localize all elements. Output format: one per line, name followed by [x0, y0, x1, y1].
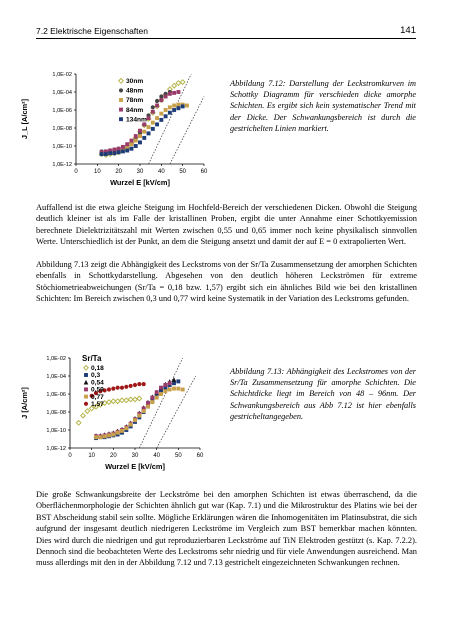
y-tick-label: 1,0E-02 — [52, 72, 72, 78]
data-point — [138, 129, 142, 133]
figure-7-12-caption: Abbildung 7.12: Darstellung der Leckstromkurven im Schottky Diagramm für verschieden dicke amorphe Schichten. Es ergibt sich kein systematischer Trend mit der Dicke. Der Schwankungsbereich ist durch die gestrichelten Linien markiert. — [230, 79, 416, 133]
data-point — [164, 108, 168, 112]
data-point — [117, 147, 121, 151]
data-point — [81, 413, 86, 418]
paragraph-3: Die große Schwankungsbreite der Leckströme bei den amorphen Schichten ist etwas überraschend, da die Oberflächenmorphologie der Schichten ähnlich gut war (Kap. 7.1) und die Mikrostruktur des Platins wie bei der BST Abscheidung stabil sein sollte. Mögliche Erklärungen wären die Inhomogenitäten im Platinsubstrat, die sich aufgrund der insgesamt deutlich niedrigeren Leckströme im Vergleich zum BST bemerkbar machen könnten. Dies wird durch die niedrigen und gut reproduzierbaren Leckströme auf TiN Elektroden gestützt (s. Kap. 7.2.2). Dennoch sind die beobachteten Werte des Leckstroms sehr niedrig und für viele Anwendungen ausreichend. Man muss allerdings mit den in der Abbildung 7.12 und 7.13 gestrichelt eingezeichneten Schwankungen rechnen. — [36, 490, 417, 568]
data-point — [172, 83, 177, 88]
x-tick-label: 40 — [157, 169, 165, 175]
data-point — [168, 381, 172, 385]
x-tick-label: 0 — [68, 453, 72, 459]
figure-7-13-caption: Abbildung 7.13: Abhängigkeit des Leckstromes von der Sr/Ta Zusammensetzung für amorphe Schichten. Die Schichtdicke liegt im Bereich von 48 – 96nm. Der Schwankungsbereich aus Abb 7.12 ist hier ebenfalls gestricheltangegeben. — [230, 367, 416, 421]
legend-marker — [84, 402, 88, 406]
dashed-band-line — [139, 358, 182, 448]
data-point — [120, 429, 124, 433]
data-point — [130, 139, 134, 143]
data-point — [124, 398, 129, 403]
data-point — [111, 387, 115, 391]
paragraph-2: Abbildung 7.13 zeigt die Abhängigkeit des Leckstroms von der Sr/Ta Zusammensetzung der amorphen Schichten ebenfalls in Schottkydarstellung. Abgesehen von den deutlich höheren Leckströmen für extreme Stöchiometrieabweichungen (Sr/Ta = 0,18 bzw. 1,57) ergibt sich ein ähnliches Bild wie bei den kristallinen Schichten: Im Bereich zwischen 0,3 und 0,77 wird keine Systematik in der Variation des Leckstroms gefunden. — [36, 260, 417, 304]
y-tick-label: 1,0E-08 — [46, 410, 66, 416]
data-point — [107, 387, 111, 391]
legend-marker — [119, 79, 124, 84]
legend-label: 0,54 — [91, 379, 104, 387]
data-point — [159, 98, 163, 102]
data-point — [112, 151, 116, 155]
data-point — [133, 397, 138, 402]
data-point — [125, 142, 129, 146]
legend-title: Sr/Ta — [82, 354, 102, 363]
data-point — [129, 384, 133, 388]
legend-label: 0,77 — [91, 393, 104, 401]
legend-label: 0,59 — [91, 386, 104, 394]
legend-label: 0,3 — [91, 372, 101, 380]
data-point — [155, 104, 159, 108]
data-point — [104, 152, 108, 156]
data-point — [147, 125, 151, 129]
data-point — [100, 152, 104, 156]
data-point — [151, 105, 155, 109]
data-point — [134, 139, 138, 143]
data-point — [168, 105, 172, 109]
data-point — [176, 106, 180, 110]
data-point — [151, 127, 155, 131]
legend-marker — [84, 373, 88, 377]
x-tick-label: 10 — [93, 169, 101, 175]
page-number: 141 — [400, 25, 416, 36]
data-point — [168, 92, 172, 96]
data-point — [133, 418, 137, 422]
data-point — [121, 145, 125, 149]
legend-label: 0,18 — [91, 365, 104, 372]
data-point — [142, 136, 146, 140]
data-point — [163, 389, 167, 393]
data-point — [137, 414, 141, 418]
data-point — [103, 434, 107, 438]
data-point — [168, 111, 172, 115]
data-point — [85, 409, 90, 414]
x-tick-label: 20 — [115, 169, 123, 175]
x-tick-label: 60 — [200, 169, 208, 175]
data-point — [147, 116, 151, 120]
data-point — [151, 110, 155, 114]
legend-marker — [84, 395, 88, 399]
legend-label: 134nm — [126, 116, 147, 124]
data-point — [124, 426, 128, 430]
data-point — [150, 400, 154, 404]
y-tick-label: 1,0E-06 — [52, 108, 72, 114]
x-tick-label: 30 — [136, 169, 144, 175]
data-point — [134, 134, 138, 138]
data-point — [76, 421, 81, 426]
x-tick-label: 10 — [88, 453, 96, 459]
data-point — [108, 151, 112, 155]
data-point — [94, 435, 98, 439]
x-tick-label: 20 — [109, 453, 117, 459]
y-axis-label: J [A/cm²] — [20, 387, 29, 419]
data-point — [134, 144, 138, 148]
y-tick-label: 1,0E-04 — [52, 90, 72, 96]
data-point — [116, 431, 120, 435]
data-point — [124, 385, 128, 389]
section-title: 7.2 Elektrische Eigenschaften — [36, 26, 148, 36]
data-point — [181, 388, 185, 392]
x-tick-label: 60 — [196, 453, 204, 459]
data-point — [159, 118, 163, 122]
data-point — [147, 131, 151, 135]
data-point — [130, 147, 134, 151]
data-point — [120, 386, 124, 390]
legend-label: 48nm — [126, 87, 144, 95]
data-point — [117, 150, 121, 154]
data-point — [159, 94, 163, 98]
series-0,3 — [94, 379, 180, 440]
legend-marker — [119, 88, 123, 92]
y-axis-label: J_L [A/cm²] — [20, 98, 29, 140]
data-point — [159, 112, 163, 116]
data-point — [176, 387, 180, 391]
legend-label: 1,57 — [91, 401, 104, 408]
data-point — [164, 114, 168, 118]
y-tick-label: 1,0E-10 — [46, 428, 66, 434]
data-point — [185, 104, 189, 108]
y-tick-label: 1,0E-12 — [46, 446, 66, 452]
data-point — [137, 396, 142, 401]
y-tick-label: 1,0E-02 — [46, 356, 66, 362]
data-point — [107, 400, 112, 405]
data-point — [130, 142, 134, 146]
legend-label: 84nm — [126, 106, 144, 114]
x-tick-label: 50 — [179, 169, 187, 175]
data-point — [111, 433, 115, 437]
y-tick-label: 1,0E-10 — [52, 144, 72, 150]
data-point — [180, 80, 185, 85]
figure-7-12-chart — [18, 62, 228, 194]
x-axis-label: Wurzel E [kV/cm] — [110, 178, 170, 187]
legend-label: 78nm — [126, 97, 144, 105]
series-0,18 — [76, 393, 141, 425]
data-point — [176, 103, 180, 107]
data-point — [129, 423, 133, 427]
data-point — [142, 130, 146, 134]
x-tick-label: 40 — [153, 453, 161, 459]
data-point — [172, 108, 176, 112]
data-point — [159, 386, 163, 390]
data-point — [98, 435, 102, 439]
x-tick-label: 30 — [131, 453, 139, 459]
data-point — [125, 149, 129, 153]
data-point — [168, 388, 172, 392]
data-point — [159, 392, 163, 396]
data-point — [142, 382, 146, 386]
data-point — [176, 90, 180, 94]
data-point — [146, 401, 150, 405]
data-point — [172, 387, 176, 391]
data-point — [176, 81, 181, 86]
data-point — [172, 104, 176, 108]
data-point — [107, 433, 111, 437]
legend-marker — [84, 366, 89, 371]
data-point — [112, 148, 116, 152]
x-axis-label: Wurzel E [kV/cm] — [105, 462, 165, 471]
figure-7-13-chart — [18, 344, 228, 480]
x-tick-label: 50 — [174, 453, 182, 459]
data-point — [151, 121, 155, 125]
x-tick-label: 0 — [74, 169, 78, 175]
legend-label: 30nm — [126, 78, 144, 85]
data-point — [116, 386, 120, 390]
data-point — [142, 409, 146, 413]
y-tick-label: 1,0E-04 — [46, 374, 66, 380]
data-point — [146, 405, 150, 409]
data-point — [181, 104, 185, 108]
data-point — [138, 140, 142, 144]
data-point — [164, 95, 168, 99]
data-point — [155, 116, 159, 120]
paragraph-1: Auffallend ist die etwa gleiche Steigung im Hochfeld-Bereich der verschiedenen Dicken. Obwohl die Steigung deutlich kleiner ist als im Falle der kristallinen Proben, ergibt die unter Annahme einer Schottkyemission berechnete Dielektrizitätszahl mit Werten zwischen 0,55 und 0,65 immer noch keine physikalisch sinnvollen Werte. Unterschiedlich ist der Punkt, an dem die Steigung ansetzt und damit der auf E = 0 extrapolierten Wert. — [36, 203, 417, 247]
data-point — [155, 390, 159, 394]
data-point — [115, 399, 120, 404]
y-tick-label: 1,0E-12 — [52, 162, 72, 168]
data-point — [121, 149, 125, 153]
data-point — [133, 383, 137, 387]
legend-marker — [84, 380, 89, 385]
data-point — [176, 379, 180, 383]
data-point — [137, 382, 141, 386]
data-point — [163, 383, 167, 387]
data-point — [150, 396, 154, 400]
data-point — [155, 99, 159, 103]
data-point — [155, 396, 159, 400]
legend-marker — [119, 98, 123, 102]
data-point — [138, 134, 142, 138]
legend-marker — [119, 108, 123, 112]
data-point — [172, 91, 176, 95]
data-point — [155, 122, 159, 126]
y-tick-label: 1,0E-08 — [52, 126, 72, 132]
legend-marker — [84, 387, 88, 391]
y-tick-label: 1,0E-06 — [46, 392, 66, 398]
legend-marker — [119, 117, 123, 121]
page-header — [36, 26, 416, 39]
